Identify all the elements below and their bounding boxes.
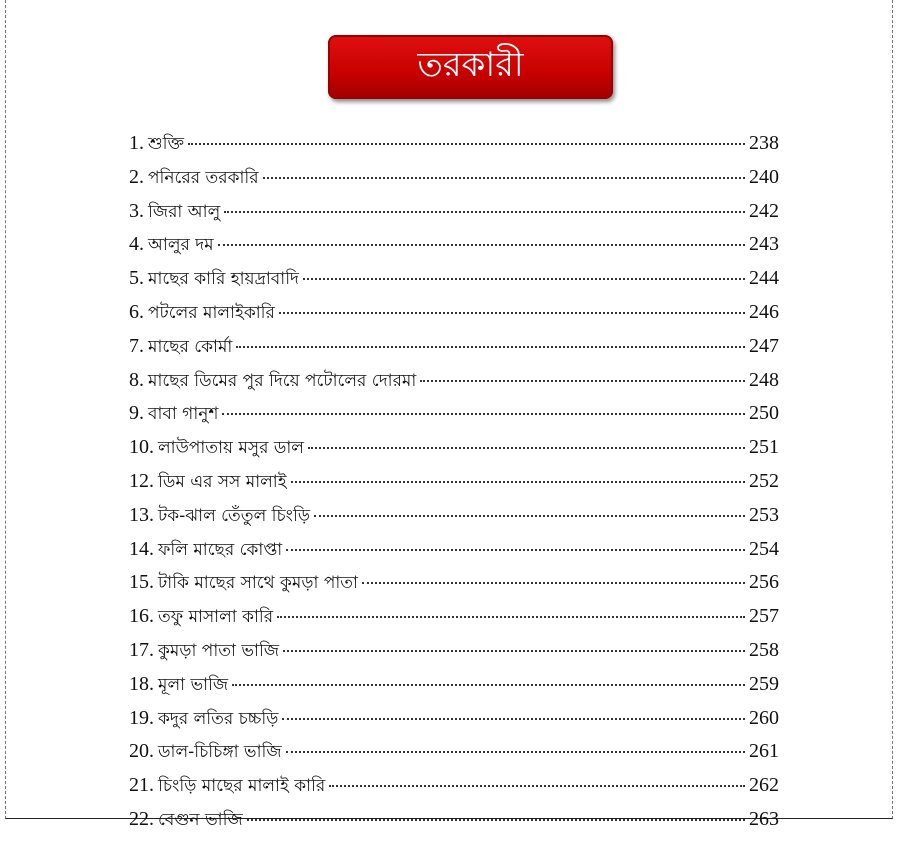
toc-entry-number: 4. bbox=[129, 233, 144, 256]
dot-leader bbox=[286, 549, 745, 551]
toc-entry-title: কদুর লতির চচ্চড়ি bbox=[158, 708, 279, 729]
toc-entry[interactable] bbox=[129, 503, 779, 537]
toc-entry-title: ফলি মাছের কোপ্তা bbox=[158, 539, 283, 560]
toc-entry-page: 256 bbox=[749, 571, 779, 594]
dot-leader bbox=[232, 684, 745, 686]
toc-entry-page: 263 bbox=[749, 807, 779, 830]
toc-entry-number: 16. bbox=[129, 605, 154, 628]
dot-leader bbox=[279, 312, 745, 314]
toc-entry-page: 260 bbox=[749, 706, 779, 729]
dot-leader bbox=[247, 819, 745, 821]
dot-leader bbox=[282, 718, 745, 720]
toc-entry-number: 2. bbox=[129, 165, 144, 188]
toc-entry-number: 15. bbox=[129, 571, 154, 594]
toc-entry[interactable] bbox=[129, 435, 779, 469]
toc-entry-page: 251 bbox=[749, 436, 779, 459]
toc-entry-number: 8. bbox=[129, 368, 144, 391]
toc-entry[interactable] bbox=[129, 401, 779, 435]
toc-entry-number: 20. bbox=[129, 740, 154, 763]
toc-entry-number: 10. bbox=[129, 436, 154, 459]
chapter-title: তরকারী bbox=[417, 44, 524, 85]
toc-entry[interactable] bbox=[129, 739, 779, 773]
chapter-title-banner bbox=[328, 35, 613, 99]
toc-entry[interactable] bbox=[129, 266, 779, 300]
dot-leader bbox=[277, 616, 745, 618]
toc-entry[interactable] bbox=[129, 334, 779, 368]
toc-entry[interactable] bbox=[129, 638, 779, 672]
toc-entry[interactable] bbox=[129, 537, 779, 571]
dot-leader bbox=[308, 447, 745, 449]
dot-leader bbox=[303, 278, 745, 280]
toc-entry-page: 262 bbox=[749, 774, 779, 797]
toc-entry-number: 18. bbox=[129, 672, 154, 695]
toc-entry-title: মূলা ভাজি bbox=[158, 674, 229, 695]
toc-entry-page: 242 bbox=[749, 199, 779, 222]
toc-entry-page: 243 bbox=[749, 233, 779, 256]
toc-entry-title: বেগুন ভাজি bbox=[158, 809, 243, 830]
toc-entry[interactable] bbox=[129, 232, 779, 266]
toc-entry-number: 5. bbox=[129, 267, 144, 290]
dot-leader bbox=[222, 413, 745, 415]
toc-entry[interactable] bbox=[129, 131, 779, 165]
toc-entry[interactable] bbox=[129, 773, 779, 807]
toc-entry-title: জিরা আলু bbox=[148, 201, 221, 222]
toc-entry-number: 7. bbox=[129, 334, 144, 357]
toc-entry-page: 250 bbox=[749, 402, 779, 425]
toc-entry-title: আলুর দম bbox=[148, 235, 214, 256]
dot-leader bbox=[362, 582, 745, 584]
toc-entry-page: 238 bbox=[749, 132, 779, 154]
toc-entry-page: 261 bbox=[749, 740, 779, 763]
toc-entry-page: 247 bbox=[749, 334, 779, 357]
toc-entry[interactable] bbox=[129, 368, 779, 402]
toc-entry-page: 258 bbox=[749, 638, 779, 661]
toc-entry-title: পটলের মালাইকারি bbox=[148, 302, 275, 323]
toc-entry-title: তফু মাসালা কারি bbox=[158, 607, 274, 628]
toc-entry-number: 17. bbox=[129, 638, 154, 661]
toc-entry-page: 246 bbox=[749, 300, 779, 323]
toc-entry-number: 9. bbox=[129, 402, 144, 425]
table-of-contents bbox=[129, 131, 779, 841]
toc-entry[interactable] bbox=[129, 672, 779, 706]
toc-entry-page: 240 bbox=[749, 165, 779, 188]
toc-entry-number: 22. bbox=[129, 807, 154, 830]
toc-entry-title: টাকি মাছের সাথে কুমড়া পাতা bbox=[158, 573, 358, 594]
toc-entry-title: বাবা গানুশ bbox=[148, 404, 219, 425]
toc-entry-page: 244 bbox=[749, 267, 779, 290]
dot-leader bbox=[236, 346, 745, 348]
toc-entry[interactable] bbox=[129, 469, 779, 503]
dot-leader bbox=[314, 515, 745, 517]
toc-entry-title: পনিরের তরকারি bbox=[148, 167, 259, 188]
toc-entry-title: চিংড়ি মাছের মালাই কারি bbox=[158, 776, 326, 797]
toc-entry-number: 6. bbox=[129, 300, 144, 323]
toc-entry-page: 259 bbox=[749, 672, 779, 695]
document-page bbox=[5, 0, 893, 830]
toc-entry-number: 21. bbox=[129, 774, 154, 797]
dot-leader bbox=[188, 143, 745, 145]
toc-entry-page: 253 bbox=[749, 503, 779, 526]
toc-entry-title: শুক্তি bbox=[148, 134, 185, 154]
toc-entry-title: লাউপাতায় মসুর ডাল bbox=[158, 438, 304, 459]
toc-entry-number: 14. bbox=[129, 537, 154, 560]
dot-leader bbox=[329, 785, 745, 787]
toc-entry-title: টক-ঝাল তেঁতুল চিংড়ি bbox=[158, 505, 310, 526]
toc-entry[interactable] bbox=[129, 165, 779, 199]
toc-entry-number: 12. bbox=[129, 469, 154, 492]
toc-entry-title: মাছের কারি হায়দ্রাবাদি bbox=[148, 269, 299, 290]
toc-entry-number: 19. bbox=[129, 706, 154, 729]
toc-entry[interactable] bbox=[129, 807, 779, 841]
dot-leader bbox=[218, 244, 745, 246]
toc-entry-title: মাছের ডিমের পুর দিয়ে পটোলের দোরমা bbox=[148, 370, 417, 391]
dot-leader bbox=[263, 177, 745, 179]
toc-entry[interactable] bbox=[129, 706, 779, 740]
toc-entry[interactable] bbox=[129, 604, 779, 638]
dot-leader bbox=[291, 481, 745, 483]
toc-entry-title: ডিম এর সস মালাই bbox=[158, 471, 287, 492]
toc-entry-number: 1. bbox=[129, 132, 144, 154]
toc-entry-page: 257 bbox=[749, 605, 779, 628]
toc-entry-title: কুমড়া পাতা ভাজি bbox=[158, 640, 280, 661]
toc-entry-page: 252 bbox=[749, 469, 779, 492]
toc-entry-number: 3. bbox=[129, 199, 144, 222]
toc-entry-title: মাছের কোর্মা bbox=[148, 336, 233, 357]
toc-entry-page: 248 bbox=[749, 368, 779, 391]
toc-entry-title: ডাল-চিচিঙ্গা ভাজি bbox=[158, 742, 282, 763]
toc-entry-page: 254 bbox=[749, 537, 779, 560]
dot-leader bbox=[286, 751, 745, 753]
toc-entry[interactable] bbox=[129, 199, 779, 233]
dot-leader bbox=[420, 380, 745, 382]
toc-entry[interactable] bbox=[129, 300, 779, 334]
toc-entry-number: 13. bbox=[129, 503, 154, 526]
dot-leader bbox=[224, 211, 745, 213]
dot-leader bbox=[283, 650, 745, 652]
toc-entry[interactable] bbox=[129, 570, 779, 604]
